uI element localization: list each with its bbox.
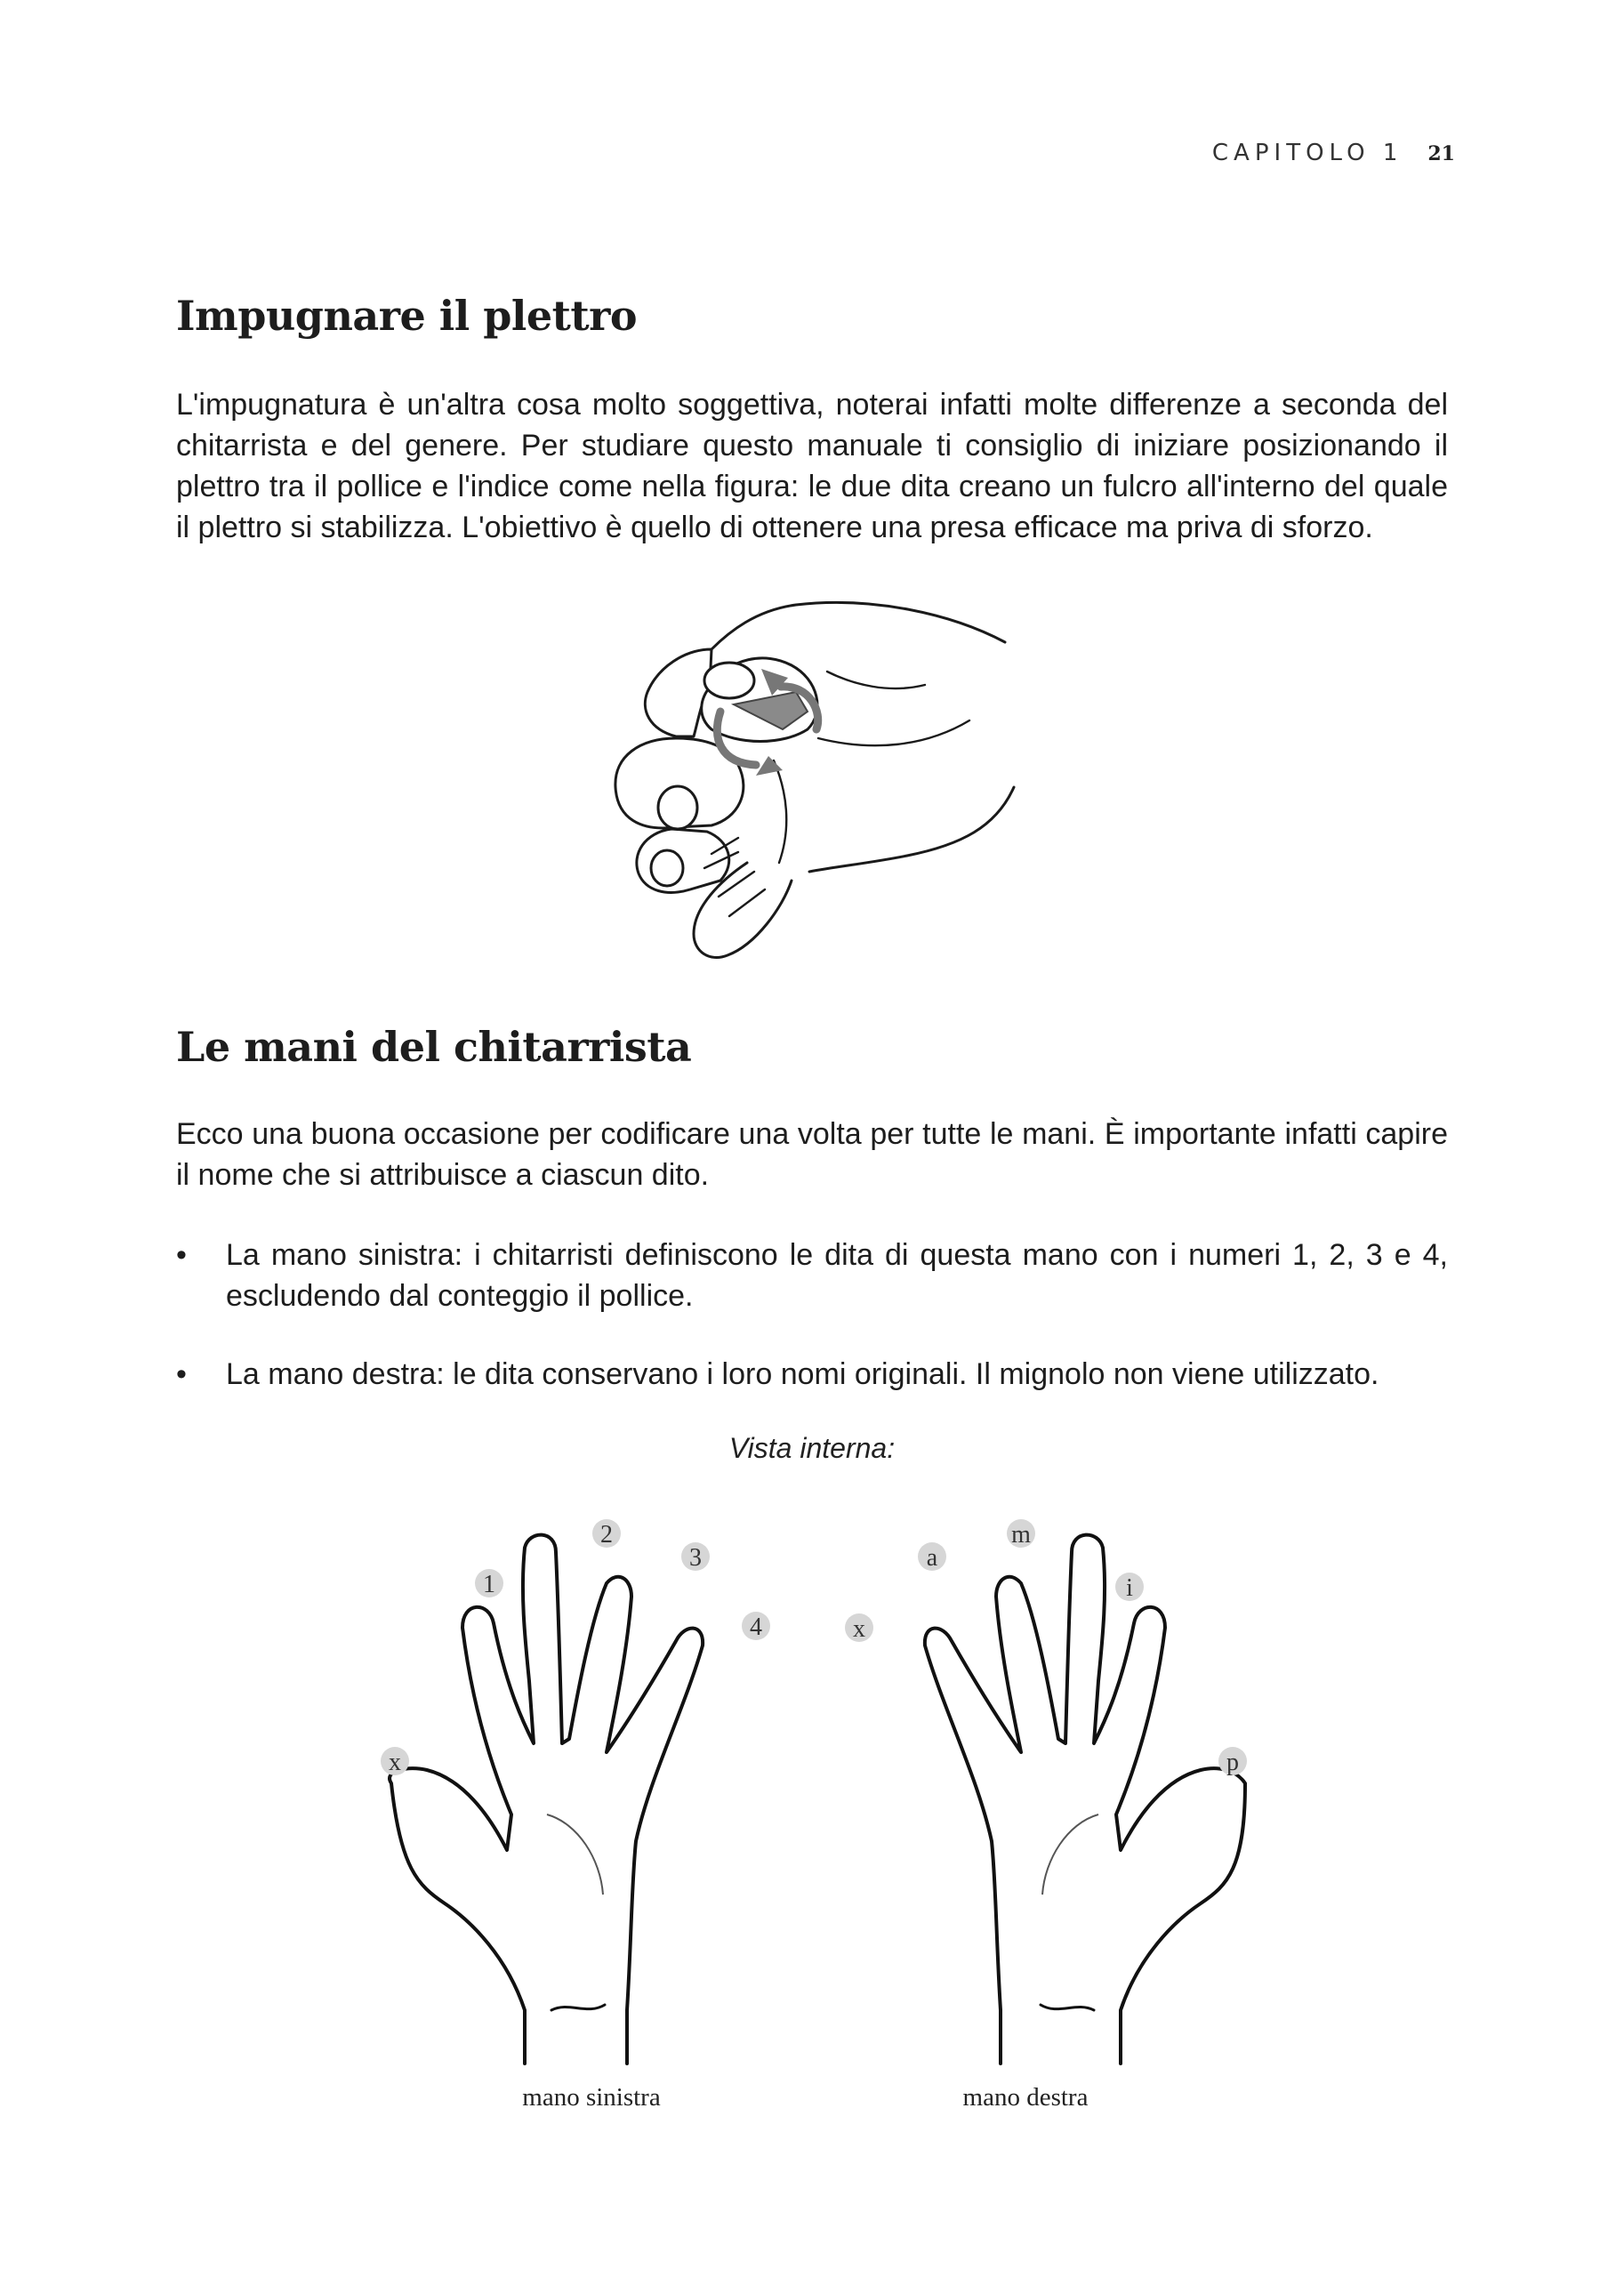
left-hand-labels bbox=[381, 1519, 770, 1776]
left-label-3: 3 bbox=[689, 1544, 702, 1572]
section-title-plettro: Impugnare il plettro bbox=[176, 292, 638, 340]
left-label-1: 1 bbox=[483, 1571, 495, 1598]
right-hand-illustration bbox=[845, 1512, 1272, 2081]
right-label-i: i bbox=[1126, 1574, 1133, 1602]
left-hand-illustration bbox=[374, 1512, 800, 2081]
finger-bullet-list bbox=[176, 1235, 1448, 1395]
right-hand-caption: mano destra bbox=[962, 2083, 1089, 2112]
section-title-mani: Le mani del chitarrista bbox=[176, 1023, 692, 1071]
running-head bbox=[1212, 140, 1455, 166]
right-hand-labels bbox=[845, 1519, 1247, 1776]
bullet-text-right-hand: La mano destra: le dita conservano i loro nomi originali. Il mignolo non viene utilizzato. bbox=[226, 1357, 1379, 1391]
left-label-x: x bbox=[389, 1749, 401, 1776]
left-label-4: 4 bbox=[750, 1613, 762, 1641]
bullet-icon: • bbox=[176, 1357, 187, 1391]
view-caption: Vista interna: bbox=[728, 1432, 896, 1464]
right-label-p: p bbox=[1226, 1749, 1239, 1776]
right-label-a: a bbox=[926, 1544, 938, 1572]
right-label-m: m bbox=[1011, 1521, 1031, 1549]
paragraph-plettro: L'impugnatura è un'altra cosa molto soggettiva, noterai infatti molte differenze a seconda del chitarrista e del genere. Per studiare questo manuale ti consiglio di iniziare posizionando il plettro tra il pollice e l'indice come nella figura: le due dita creano un fulcro all'interno del quale il plettro si stabilizza. L'obiettivo è quello di ottenere una presa efficace ma priva di sforzo. bbox=[176, 388, 1448, 544]
page-number: 21 bbox=[1427, 142, 1455, 165]
bullet-icon: • bbox=[176, 1238, 187, 1272]
list-item bbox=[176, 1235, 1448, 1316]
left-label-2: 2 bbox=[600, 1521, 613, 1549]
list-item bbox=[176, 1354, 1448, 1395]
paragraph-mani: Ecco una buona occasione per codificare una volta per tutte le mani. È importante infatti capire il nome che si attribuisce a ciascun dito. bbox=[176, 1117, 1448, 1192]
right-label-x: x bbox=[853, 1615, 865, 1643]
left-hand-caption: mano sinistra bbox=[522, 2083, 661, 2112]
bullet-text-left-hand: La mano sinistra: i chitarristi definiscono le dita di questa mano con i numeri 1, 2, 3 e 4, escludendo dal conteggio il pollice. bbox=[226, 1238, 1448, 1313]
pick-grip-illustration bbox=[605, 596, 1032, 970]
chapter-label: CAPITOLO 1 bbox=[1211, 140, 1403, 166]
